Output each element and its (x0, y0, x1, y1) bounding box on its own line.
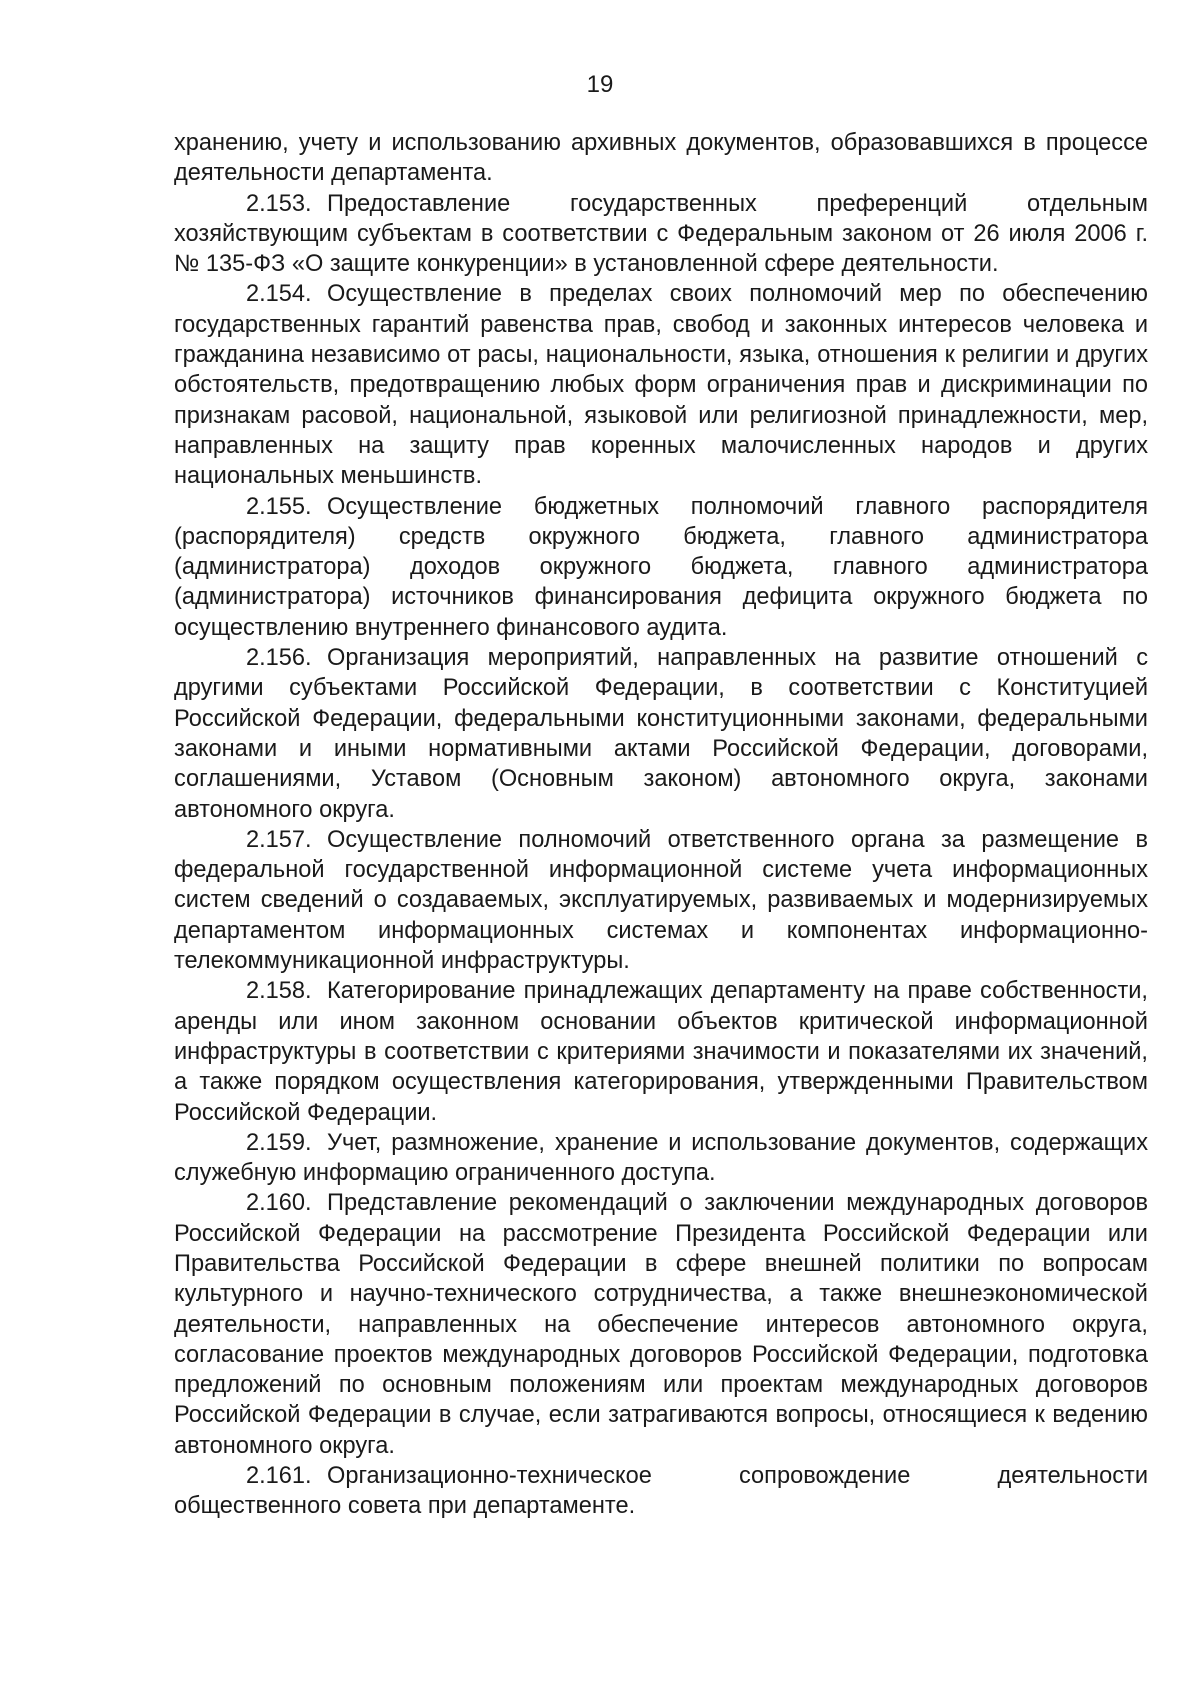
paragraph-text: хранению, учету и использованию архивных документов, образовавшихся в процессе деятельности департамента. (174, 130, 1148, 187)
paragraph-text: Осуществление полномочий ответственного органа за размещение в федеральной государственной информационной системе учета информационных систем сведений о создаваемых, эксплуатируемых, развиваемых и модернизируемых департаментом информационных системах и компонентах информационно-телекоммуникационной инфраструктуры. (174, 826, 1148, 975)
paragraph-text: Предоставление государственных преференций отдельным хозяйствующим субъектам в соответствии с Федеральным законом от 26 июля 2006 г. № 135-ФЗ «О защите конкуренции» в установленной сфере деятельности. (174, 190, 1148, 278)
paragraph-text: Организационно-техническое сопровождение деятельности общественного совета при департаменте. (174, 1463, 1148, 1520)
paragraph-2-160 (174, 1188, 1148, 1461)
paragraph-2-159 (174, 1128, 1148, 1189)
paragraph-2-161 (174, 1461, 1148, 1522)
paragraph-text: Учет, размножение, хранение и использование документов, содержащих служебную информацию ограниченного доступа. (174, 1129, 1148, 1187)
paragraph-2-158 (174, 976, 1148, 1127)
paragraph-2-154 (174, 279, 1148, 491)
paragraph-number: 2.154. (246, 281, 312, 308)
paragraph-text: Организация мероприятий, направленных на развитие отношений с другими субъектами Российской Федерации, в соответствии с Конституцией Российской Федерации, федеральными конституционными законами, федеральными законами и иными нормативными актами Российской Федерации, договорами, соглашениями, Уставом (Основным законом) автономного округа, законами автономного округа. (174, 645, 1148, 823)
paragraph-number: 2.160. (246, 1190, 312, 1217)
document-body (174, 128, 1148, 1522)
paragraph-number: 2.156. (246, 645, 312, 672)
paragraph-number: 2.157. (246, 826, 312, 853)
paragraph-number: 2.161. (246, 1463, 312, 1490)
paragraph-2-157 (174, 825, 1148, 976)
paragraph-2-156 (174, 643, 1148, 825)
paragraph-number: 2.155. (246, 493, 312, 520)
paragraph-2-153 (174, 189, 1148, 280)
paragraph-number: 2.159. (246, 1129, 312, 1156)
page-number: 19 (586, 71, 614, 98)
paragraph-continuation (174, 128, 1148, 189)
paragraph-text: Осуществление в пределах своих полномочий мер по обеспечению государственных гарантий равенства прав, свобод и законных интересов человека и гражданина независимо от расы, национальности, языка, отношения к религии и других обстоятельств, предотвращению любых форм ограничения прав и дискриминации по признакам расовой, национальной, языковой или религиозной принадлежности, мер, направленных на защиту прав коренных малочисленных народов и других национальных меньшинств. (174, 281, 1148, 490)
paragraph-number: 2.153. (246, 190, 312, 217)
paragraph-text: Категорирование принадлежащих департаменту на праве собственности, аренды или ином законном основании объектов критической информационной инфраструктуры в соответствии с критериями значимости и показателями их значений, а также порядком осуществления категорирования, утвержденными Правительством Российской Федерации. (174, 978, 1148, 1126)
paragraph-text: Осуществление бюджетных полномочий главного распорядителя (распорядителя) средств окружного бюджета, главного администратора (администратора) доходов окружного бюджета, главного администратора (администратора) источников финансирования дефицита окружного бюджета по осуществлению внутреннего финансового аудита. (174, 493, 1148, 641)
paragraph-number: 2.158. (246, 978, 312, 1005)
paragraph-text: Представление рекомендаций о заключении международных договоров Российской Федерации на рассмотрение Президента Российской Федерации или Правительства Российской Федерации в сфере внешней политики по вопросам культурного и научно-технического сотрудничества, а также внешнеэкономической деятельности, направленных на обеспечение интересов автономного округа, согласование проектов международных договоров Российской Федерации, подготовка предложений по основным положениям или проектам международных договоров Российской Федерации в случае, если затрагиваются вопросы, относящиеся к ведению автономного округа. (174, 1190, 1148, 1459)
paragraph-2-155 (174, 492, 1148, 643)
